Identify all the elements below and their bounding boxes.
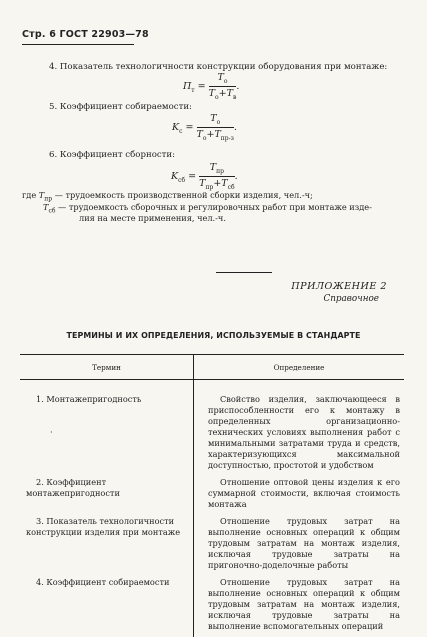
term-cell: 3. Показатель технологичности конструкции изделия при монтаже [20,510,194,571]
table-row [20,510,404,571]
item-4-text: 4. Показатель технологичности конструкции оборудования при монтаже: [49,62,388,72]
formula-5-fraction: $\frac{T_o}{T_o+T_{пр-з}}$ [196,113,234,142]
section-title: ТЕРМИНЫ И ИХ ОПРЕДЕЛЕНИЯ, ИСПОЛЬЗУЕМЫЕ В СТАНДАРТЕ [66,331,361,340]
terms-table [20,354,404,637]
table-row [20,571,404,637]
formula-6-fraction: $\frac{T_{пр}}{T_{пр}+T_{сб}}$ [199,162,235,191]
formula-4-fraction: $\frac{T_o}{T_o+T_в}$ [208,72,237,101]
legend-line-2: $T_{сб}$ — трудоемкость сборочных и регулировочных работ при монтаже изде- [43,202,372,215]
formula-6: $K_{сб}$ = $\frac{T_{пр}}{T_{пр}+T_{сб}}$ . [171,162,238,191]
separator-rule [216,272,272,273]
header-rule [22,44,134,45]
item-6-text: 6. Коэффициент сборности: [49,150,176,160]
mark: · [50,427,53,437]
header-term: Термин [20,355,194,380]
term-cell: 4. Коэффициент собираемости [20,571,194,637]
definition-cell: Отношение трудовых затрат на выполнение основных операций к общим трудовым затратам на монтаж изделия, исключая трудовые затраты на выполнение вспомогательных операций [208,577,400,631]
table-row [20,471,404,510]
term-cell: 1. Монтажепригодность · [20,380,194,472]
formula-5: $K_c$ = $\frac{T_o}{T_o+T_{пр-з}}$ . [172,113,237,142]
appendix-subtitle: Справочное [323,294,379,304]
page-header: Стр. 6 ГОСТ 22903—78 [22,29,149,40]
table-header-row [20,355,404,380]
formula-4: $П_т$ = $\frac{T_o}{T_o+T_в}$ . [183,72,240,101]
legend-line-3: лия на месте применения, чел.-ч. [79,213,226,223]
definition-cell: Свойство изделия, заключающееся в приспособленности его к монтажу в определенных организационно-технических условиях выполнения работ с минимальными затратами труда и средств, характеризующихся максимальной доступностью, простотой и удобством [208,394,400,470]
item-5-text: 5. Коэффициент собираемости: [49,102,192,112]
definition-cell: Отношение оптовой цены изделия к его суммарной стоимости, включая стоимость монтажа [208,477,400,509]
term-cell: 2. Коэффициент монтажепригодности [20,471,194,510]
appendix-title: ПРИЛОЖЕНИЕ 2 [291,281,387,292]
legend-line-1: где $T_{пр}$ — трудоемкость производственной сборки изделия, чел.-ч; [22,190,313,203]
definition-cell: Отношение трудовых затрат на выполнение основных операций к общим трудовым затратам на монтаж изделия, исключая трудовые затраты на пригоночно-доделочные работы [208,516,400,570]
header-definition: Определение [194,355,405,380]
table-row [20,380,404,472]
